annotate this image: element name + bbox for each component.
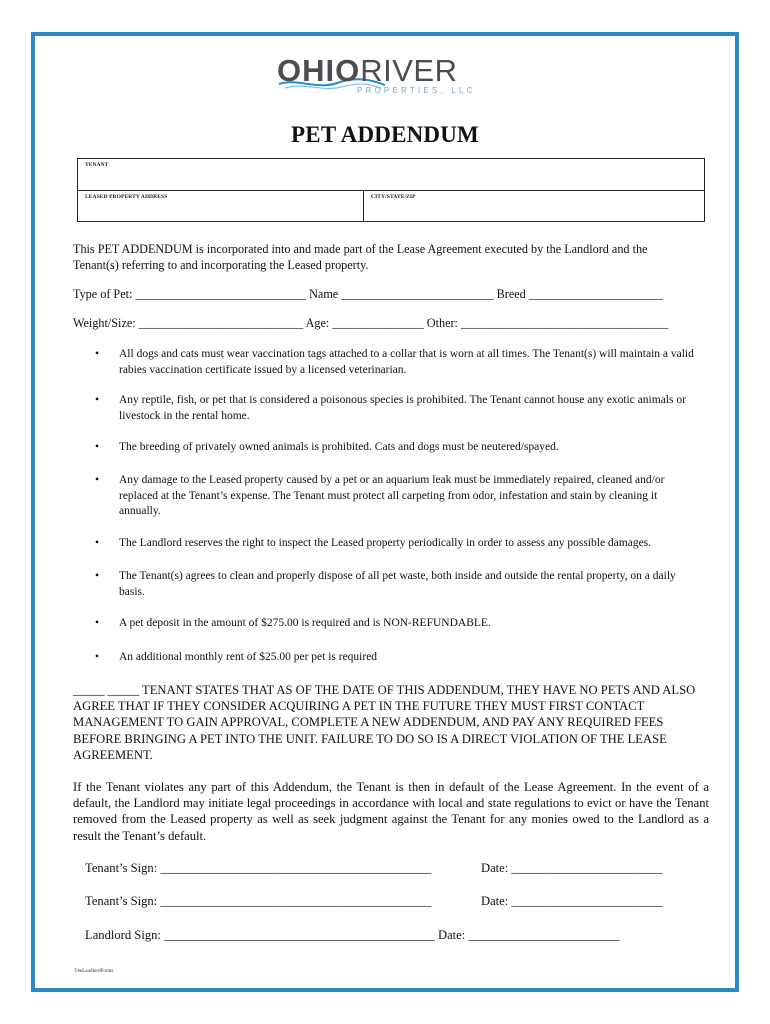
bullet-icon: • [95,651,100,663]
logo-subtitle: PROPERTIES, LLC [357,86,476,95]
address-row [78,191,704,221]
landlord-sign-line[interactable]: Landlord Sign: ___________________________________________ Date: ________________________ [85,928,620,942]
list-item-text: All dogs and cats must wear vaccination tags attached to a collar that is worn at all times. The Tenant(s) will maintain a valid rabies vaccination certificate issued by a licensed veterinarian. [119,348,694,376]
bullet-icon: • [95,617,100,629]
tenant-label: TENANT [85,162,109,168]
list-item-text: Any reptile, fish, or pet that is considered a poisonous species is prohibited. The Tenant cannot house any exotic animals or livestock in the rental home. [119,394,686,422]
tenant-date-line-1[interactable]: Date: ________________________ [481,861,663,875]
bullet-icon: • [95,570,100,582]
pet-type-name-breed-line[interactable]: Type of Pet: ____________________________ Name _________________________ Breed ______________________ [73,287,663,301]
list-item-text: The Landlord reserves the right to inspect the Leased property periodically in order to assess any possible damages. [119,537,652,549]
tenant-sign-line-1[interactable]: Tenant’s Sign: ___________________________________________ [85,861,432,875]
tenant-sign-line-2[interactable]: Tenant’s Sign: ___________________________________________ [85,894,432,908]
logo-ohio: OHIO [277,53,361,88]
list-item-text: The Tenant(s) agrees to clean and properly dispose of all pet waste, both inside and outside the rental property, on a daily basis. [119,570,676,598]
city-state-zip-field[interactable] [364,191,706,222]
tenant-row[interactable] [78,159,704,191]
address-field[interactable] [78,191,363,222]
intro-paragraph: This PET ADDENDUM is incorporated into and made part of the Lease Agreement executed by the Landlord and the Tenant(s) referring to and incorporating the Leased property. [73,242,648,272]
list-item-text: An additional monthly rent of $25.00 per pet is required [119,651,378,663]
footer-copyright: ©eeLandlordForms [74,969,114,974]
tenant-info-table [77,158,705,222]
bullet-icon: • [95,394,100,406]
list-item-text: The breeding of privately owned animals is prohibited. Cats and dogs must be neutered/spayed. [119,441,559,453]
no-pets-statement: _____ _____ TENANT STATES THAT AS OF THE DATE OF THIS ADDENDUM, THEY HAVE NO PETS AND ALSO AGREE THAT IF THEY CONSIDER ACQUIRING A PET IN THE FUTURE THEY MUST FIRST CONTACT MANAGEMENT TO GAIN APPROVAL, COMPLETE A NEW ADDENDUM, AND PAY ANY REQUIRED FEES BEFORE BRINGING A PET INTO THE UNIT. FAILURE TO DO SO IS A DIRECT VIOLATION OF THE LEASE AGREEMENT. [73,683,696,762]
default-paragraph: If the Tenant violates any part of this Addendum, the Tenant is then in default of the Lease Agreement. In the event of a default, the Landlord may initiate legal proceedings in accordance with local and state regulations to evict or have the Tenant removed from the Leased property as well as seek judgment against the Tenant for any monies owed to the Landlord as a result the Tenant’s default. [73,780,709,843]
bullet-icon: • [95,537,100,549]
weight-age-other-line[interactable]: Weight/Size: ___________________________ Age: _______________ Other: __________________________________ [73,316,669,330]
document-title: PET ADDENDUM [291,122,479,147]
company-logo [277,54,507,102]
logo-wordmark [277,54,457,88]
tenant-date-line-2[interactable]: Date: ________________________ [481,894,663,908]
bullet-icon: • [95,348,100,360]
city-state-zip-label: CITY/STATE/ZIP [371,194,416,200]
list-item-text: Any damage to the Leased property caused by a pet or an aquarium leak must be immediately repaired, cleaned and/or replaced at the Tenant’s expense. The Tenant must protect all carpeting from odor, infestation and stain by cleaning it annually. [119,474,665,517]
logo-river: RIVER [360,53,458,88]
bullet-icon: • [95,474,100,486]
list-item-text: A pet deposit in the amount of $275.00 is required and is NON-REFUNDABLE. [119,617,491,629]
address-label: LEASED PROPERTY ADDRESS [85,194,168,200]
bullet-icon: • [95,441,100,453]
